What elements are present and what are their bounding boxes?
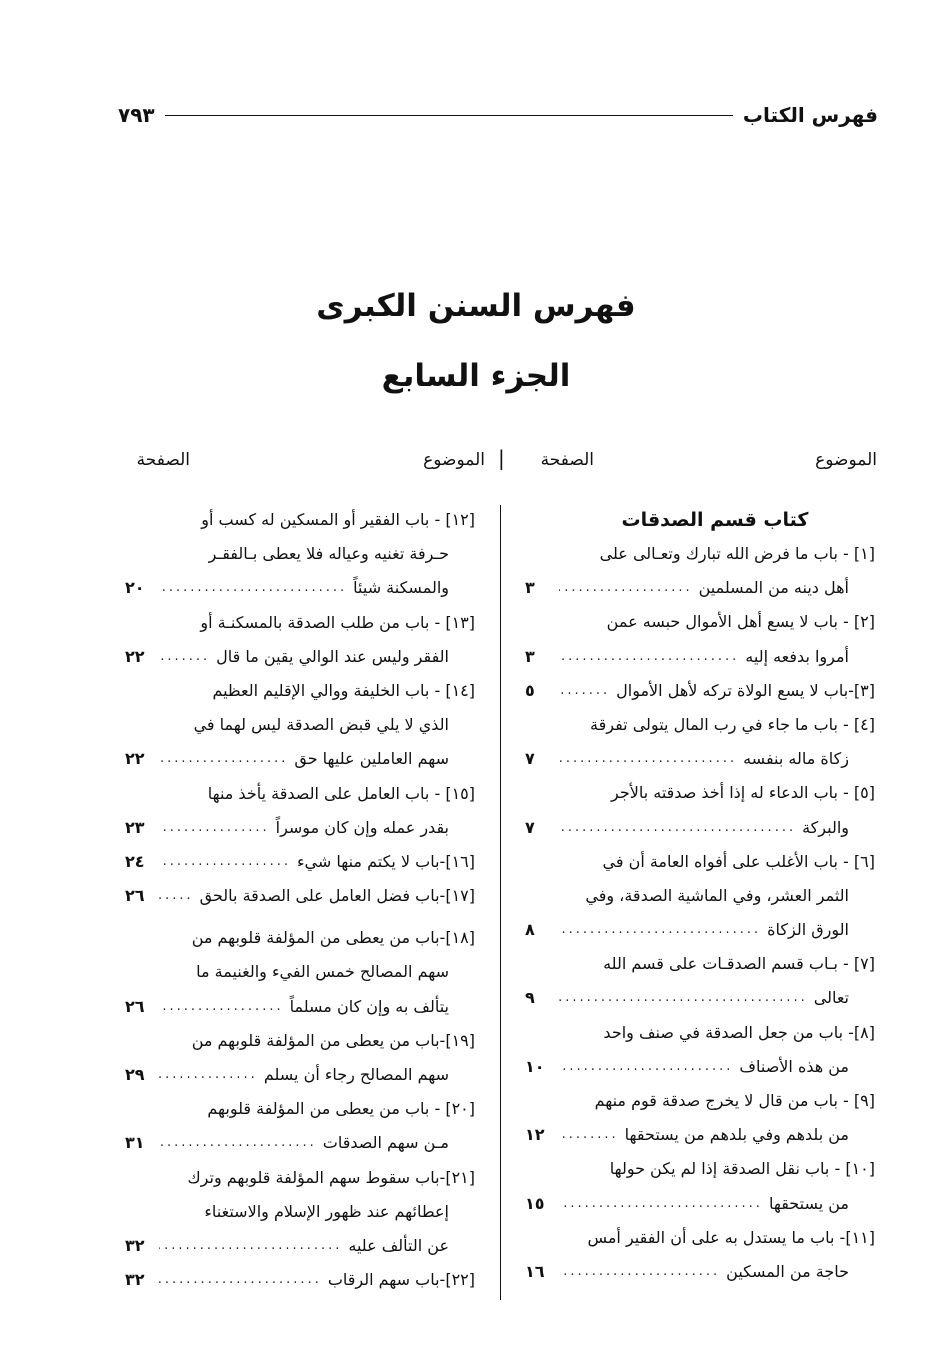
index-entry-text: [١٠] - باب نقل الصدقة إذا لم يكن حولها	[609, 1159, 875, 1179]
index-entry-text: الذي لا يلي قبض الصدقة ليس لهما في	[193, 715, 449, 735]
dot-leader	[159, 990, 290, 1024]
index-entry-text: حـرفة تغنيه وعياله فلا يعطى بـالفقـر	[208, 544, 449, 564]
index-line	[125, 1161, 475, 1195]
dot-leader	[559, 913, 767, 947]
index-line	[525, 1050, 875, 1084]
index-line	[125, 1058, 475, 1092]
index-page-number: ١٢	[525, 1125, 545, 1145]
index-line	[525, 742, 875, 776]
index-line	[125, 1263, 475, 1297]
index-page-number: ١٦	[525, 1261, 545, 1281]
index-page-number: ٥	[525, 680, 535, 700]
index-line	[525, 1016, 875, 1050]
index-line	[125, 1126, 475, 1160]
index-entry-text: الثمر العشر، وفي الماشية الصدقة، وفي	[585, 885, 849, 905]
index-line	[125, 845, 475, 879]
dot-leader	[559, 1187, 769, 1221]
index-entry-text: [٧] - بـاب قسم الصدقـات على قسم الله	[603, 954, 875, 974]
dot-leader	[159, 845, 297, 879]
index-line	[125, 955, 475, 989]
index-entry-text: من يستحقها	[768, 1193, 849, 1213]
index-page-number: ٧	[525, 749, 535, 769]
right-subject-heading: الموضوع	[815, 450, 877, 470]
index-entry-text: [١٢] - باب الفقير أو المسكين له كسب أو	[201, 510, 475, 529]
dot-leader	[159, 571, 353, 605]
index-line	[125, 990, 475, 1024]
dot-leader	[559, 640, 745, 674]
dot-leader	[559, 1050, 739, 1084]
index-line	[525, 776, 875, 810]
index-line	[125, 879, 475, 913]
index-page-number: ٣	[525, 646, 535, 666]
right-page-heading: الصفحة	[540, 450, 594, 470]
dot-leader	[159, 1058, 264, 1092]
index-entry-text: والمسكنة شيئاً	[353, 578, 449, 598]
index-page-number: ٢٦	[125, 996, 145, 1016]
index-entry-text: يتألف به وإن كان مسلماً	[289, 996, 449, 1016]
index-entry-text: أمروا بدفعه إليه	[745, 646, 849, 666]
index-entry-text: بقدر عمله وإن كان موسراً	[275, 817, 449, 837]
index-entry-text: [١٩]-باب من يعطى من المؤلفة قلوبهم من	[191, 1030, 475, 1050]
dot-leader	[159, 1263, 328, 1297]
index-page-number: ٢٢	[125, 749, 145, 769]
dot-leader	[159, 1229, 348, 1263]
left-subject-heading: الموضوع	[423, 450, 485, 470]
index-entry-text: [٢١]-باب سقوط سهم المؤلفة قلوبهم وترك	[187, 1167, 475, 1187]
index-entry-text: من بلدهم وفي بلدهم من يستحقها	[624, 1125, 849, 1145]
index-line	[525, 674, 875, 708]
index-line	[125, 811, 475, 845]
index-line	[125, 1195, 475, 1229]
dot-leader	[559, 1118, 625, 1152]
index-page-number: ١٠	[525, 1056, 545, 1076]
index-entry-text: [١١]- باب ما يستدل به على أن الفقير أمس	[587, 1227, 875, 1247]
index-page-number: ٢٤	[125, 851, 145, 871]
header-rule	[165, 115, 733, 116]
index-entry-text: والبركة	[802, 817, 849, 837]
right-column	[525, 503, 875, 1289]
index-entry-text: سهم المصالح خمس الفيء والغنيمة ما	[196, 962, 449, 982]
index-entry-text: [١٨]-باب من يعطى من المؤلفة قلوبهم من	[191, 928, 475, 948]
index-entry-text: [٩] - باب من قال لا يخرج صدقة قوم منهم	[594, 1091, 875, 1110]
index-page-number: ٩	[525, 988, 535, 1008]
index-line	[525, 1118, 875, 1152]
index-line	[525, 811, 875, 845]
left-page-heading: الصفحة	[136, 450, 190, 470]
running-header	[118, 100, 878, 130]
index-line	[525, 1084, 875, 1118]
index-entry-text: [٨]- باب من جعل الصدقة في صنف واحد	[603, 1022, 875, 1042]
page-title: فهرس السنن الكبرى	[316, 288, 636, 324]
heading-separator: |	[498, 446, 505, 470]
index-page-number: ٧	[525, 817, 535, 837]
dot-leader	[159, 1126, 323, 1160]
index-entry-text: الورق الزكاة	[767, 920, 849, 940]
index-entry-text: [١٧]-باب فضل العامل على الصدقة بالحق	[199, 886, 475, 906]
index-line	[525, 640, 875, 674]
index-line	[125, 777, 475, 811]
index-entry-text: عن التألف عليه	[348, 1235, 449, 1255]
index-line	[125, 1092, 475, 1126]
index-line	[125, 571, 475, 605]
column-divider	[500, 505, 501, 1300]
index-entry-text: الفقر وليس عند الوالي يقين ما قال	[216, 646, 449, 666]
index-line	[525, 947, 875, 981]
index-line	[125, 606, 475, 640]
dot-leader	[559, 1255, 726, 1289]
index-page-number: ١٥	[525, 1193, 545, 1213]
dot-leader	[559, 742, 743, 776]
index-line	[125, 674, 475, 708]
index-line	[125, 503, 475, 537]
index-page-number: ٨	[525, 920, 535, 940]
index-entry-text: سهم المصالح رجاء أن يسلم	[263, 1065, 449, 1084]
index-entry-text: حاجة من المسكين	[726, 1261, 849, 1281]
index-line	[125, 640, 475, 674]
index-entry-text: إعطائهم عند ظهور الإسلام والاستغناء	[204, 1201, 449, 1221]
page-number: ٧٩٣	[118, 103, 155, 127]
index-page-number: ٢٠	[125, 578, 145, 598]
index-entry-text: [٢٢]-باب سهم الرقاب	[327, 1270, 475, 1290]
index-page-number: ٣٢	[125, 1235, 145, 1255]
index-page-number: ٣١	[125, 1133, 145, 1153]
index-line	[525, 571, 875, 605]
index-page-number: ٣	[525, 578, 535, 598]
index-entry-text: [٣]-باب لا يسع الولاة تركه لأهل الأموال	[616, 680, 875, 700]
index-entry-text: [٤] - باب ما جاء في رب المال يتولى تفرقة	[590, 714, 875, 734]
index-entry-text: [٢٠] - باب من يعطى من المؤلفة قلوبهم	[207, 1099, 475, 1119]
index-line	[525, 708, 875, 742]
index-page-number: ٢٦	[125, 886, 145, 906]
index-line	[525, 981, 875, 1015]
left-column	[125, 503, 475, 1297]
volume-title: الجزء السابع	[381, 358, 571, 394]
index-line	[125, 1024, 475, 1058]
index-line	[525, 879, 875, 913]
index-page-number: ٣٢	[125, 1270, 145, 1290]
dot-leader	[559, 811, 802, 845]
index-line	[125, 742, 475, 776]
dot-leader	[559, 571, 699, 605]
index-line	[125, 708, 475, 742]
dot-leader	[159, 742, 294, 776]
index-entry-text: [١٤] - باب الخليفة ووالي الإقليم العظيم	[212, 680, 475, 700]
index-line	[525, 605, 875, 639]
dot-leader	[559, 981, 814, 1015]
index-entry-text: سهم العاملين عليها حق	[294, 749, 449, 769]
index-line	[125, 537, 475, 571]
index-entry-text: مـن سهم الصدقات	[322, 1133, 449, 1153]
index-entry-text: أهل دينه من المسلمين	[698, 578, 849, 598]
index-line	[125, 1229, 475, 1263]
index-entry-text: [٢] - باب لا يسع أهل الأموال حبسه عمن	[606, 612, 875, 632]
index-line	[525, 1255, 875, 1289]
index-page-number: ٢٢	[125, 646, 145, 666]
running-title: فهرس الكتاب	[742, 103, 878, 127]
index-entry-text: [١٣] - باب من طلب الصدقة بالمسكنـة أو	[200, 612, 475, 632]
dot-leader	[159, 879, 200, 913]
index-entry-text: [٥] - باب الدعاء له إذا أخذ صدقته بالأجر	[610, 783, 875, 803]
index-line	[525, 1152, 875, 1186]
index-line	[525, 1187, 875, 1221]
index-entry-text: [١٦]-باب لا يكتم منها شيء	[297, 851, 475, 871]
dot-leader	[159, 811, 276, 845]
index-line	[525, 845, 875, 879]
book-title: كتاب قسم الصدقات	[621, 509, 809, 531]
index-entry-text: [٦] - باب الأغلب على أفواه العامة أن في	[602, 851, 875, 871]
index-entry-text: من هذه الأصناف	[739, 1056, 849, 1076]
index-entry-text: [١] - باب ما فرض الله تبارك وتعـالى على	[599, 544, 875, 563]
index-entry-text: زكاة ماله بنفسه	[743, 749, 849, 769]
index-line	[525, 1221, 875, 1255]
index-line	[525, 537, 875, 571]
dot-leader	[159, 640, 216, 674]
index-page-number: ٢٣	[125, 817, 145, 837]
index-page-number: ٢٩	[125, 1065, 145, 1084]
index-entry-text: تعالى	[813, 988, 849, 1008]
dot-leader	[559, 674, 616, 708]
index-line	[125, 921, 475, 955]
index-entry-text: [١٥] - باب العامل على الصدقة يأخذ منها	[207, 783, 475, 803]
index-line	[525, 913, 875, 947]
